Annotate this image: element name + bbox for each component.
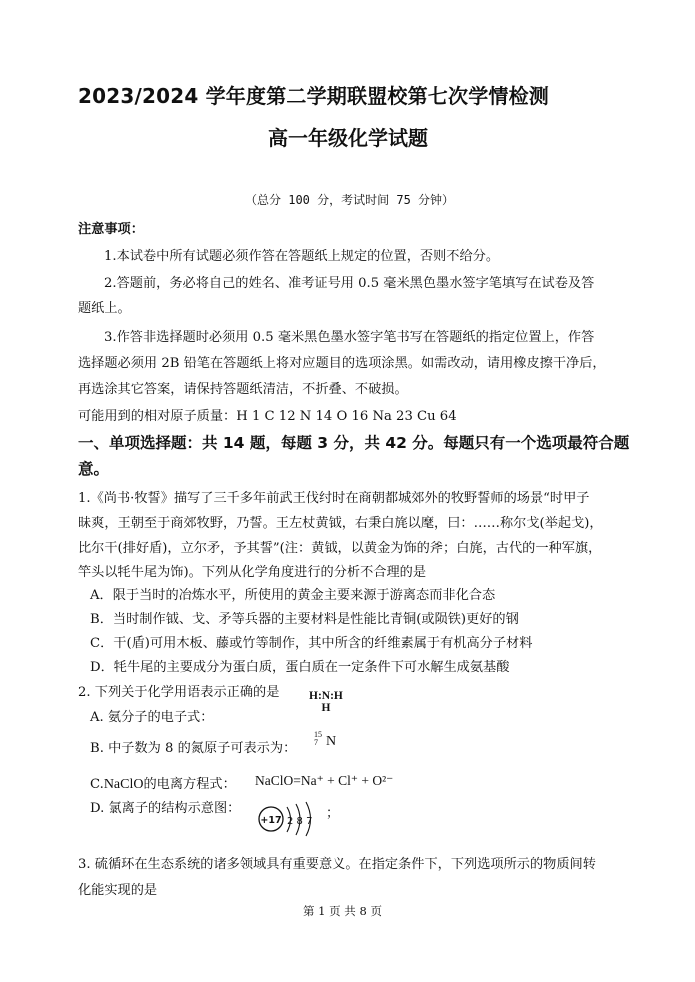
ammonia-electron-formula [309,690,343,714]
naclo-ionization-equation: NaClO=Na⁺ + Cl⁺ + O²⁻ [255,773,394,788]
chloride-ion-structure-diagram [256,798,330,838]
section-1-heading-line-1: 一、单项选择题：共 14 题，每题 3 分，共 42 分。每题只有一个选项最符合题 [78,434,630,452]
q1-stem-line-3: 比尔干(排好盾)，立尔矛，予其誓”(注：黄钺，以黄金为饰的斧；白旄，古代的一种军旗， [78,541,602,556]
q2-option-d: D. 氯离子的结构示意图： [90,801,241,816]
footer-total-pages: 8 [359,904,367,918]
q1-option-a: A．限于当时的冶炼水平，所使用的黄金主要来源于游离态而非化合态 [90,588,496,603]
exam-title: 2023/2024 学年度第二学期联盟校第七次学情检测 [78,84,549,108]
notice-item-3-line-3: 再选涂其它答案，请保持答题纸清洁，不折叠、不破损。 [78,382,408,397]
q2-option-c [90,773,236,793]
nucleus-charge: +17 [260,815,282,826]
q2-option-a: A. 氨分子的电子式： [90,710,214,725]
page-footer [303,903,382,919]
q1-option-d: D．牦牛尾的主要成分为蛋白质，蛋白质在一定条件下可水解生成氨基酸 [90,660,510,675]
notice-item-2-line-2: 题纸上。 [78,301,131,316]
section-1-heading-line-2: 意。 [78,460,110,478]
footer-suffix: 页 [370,904,382,918]
ammonia-formula-bottom: H [321,702,331,714]
footer-prefix: 第 [303,904,315,918]
q2-stem: 2. 下列关于化学用语表示正确的是 [78,685,280,700]
notice-item-1: 1.本试卷中所有试题必须作答在答题纸上规定的位置，否则不给分。 [104,249,500,264]
ammonia-formula-top: H:N:H [309,690,343,702]
q1-stem-line-1: 1.《尚书·牧誓》描写了三千多年前武王伐纣时在商朝都城郊外的牧野誓师的场景“时甲子 [78,491,590,506]
q3-stem-line-1: 3. 硫循环在生态系统的诸多领域具有重要意义。在指定条件下，下列选项所示的物质间转 [78,857,596,872]
q2-option-c-suffix: 的电离方程式： [143,777,236,792]
footer-middle: 页 共 [329,904,356,918]
atomic-masses: 可能用到的相对原子质量：H 1 C 12 N 14 O 16 Na 23 Cu 64 [78,409,457,424]
q1-stem-line-4: 竿头以牦牛尾为饰)。下列从化学角度进行的分析不合理的是 [78,565,427,580]
notice-item-3-line-1: 3.作答非选择题时必须用 0.5 毫米黑色墨水签字笔书写在答题纸的指定位置上，作答 [104,330,595,345]
exam-subtitle: 高一年级化学试题 [268,126,428,150]
electron-counts: 2 8 7 [287,816,313,827]
footer-page-number: 1 [318,904,326,918]
q2-option-c-prefix: C. [90,777,104,792]
exam-info: （总分 100 分，考试时间 75 分钟） [245,193,455,207]
isotope-symbol: N [326,734,337,749]
q2-option-d-tail: ； [326,806,340,821]
q1-option-b: B．当时制作钺、戈、矛等兵器的主要材料是性能比青铜(或陨铁)更好的钢 [90,612,519,627]
q3-stem-line-2: 化能实现的是 [78,883,158,898]
q2-option-c-formula: NaClO [103,777,144,792]
isotope-mass-number: 15 [314,730,322,739]
notice-item-3-line-2: 选择题必须用 2B 铅笔在答题纸上将对应题目的选项涂黑。如需改动，请用橡皮擦干净后， [78,356,606,371]
notice-item-2-line-1: 2.答题前，务必将自己的姓名、准考证号用 0.5 毫米黑色墨水签字笔填写在试卷及答 [104,276,595,291]
isotope-index [314,731,322,747]
q1-stem-line-2: 昧爽，王朝至于商郊牧野，乃誓。王左杖黄钺，右秉白旄以麾，曰：……称尔戈(举起戈)， [78,516,603,531]
isotope-atomic-number: 7 [314,738,318,747]
notice-heading: 注意事项： [78,222,144,237]
q2-option-b: B. 中子数为 8 的氮原子可表示为： [90,741,297,756]
q1-option-c: C．干(盾)可用木板、藤或竹等制作，其中所含的纤维素属于有机高分子材料 [90,636,533,651]
